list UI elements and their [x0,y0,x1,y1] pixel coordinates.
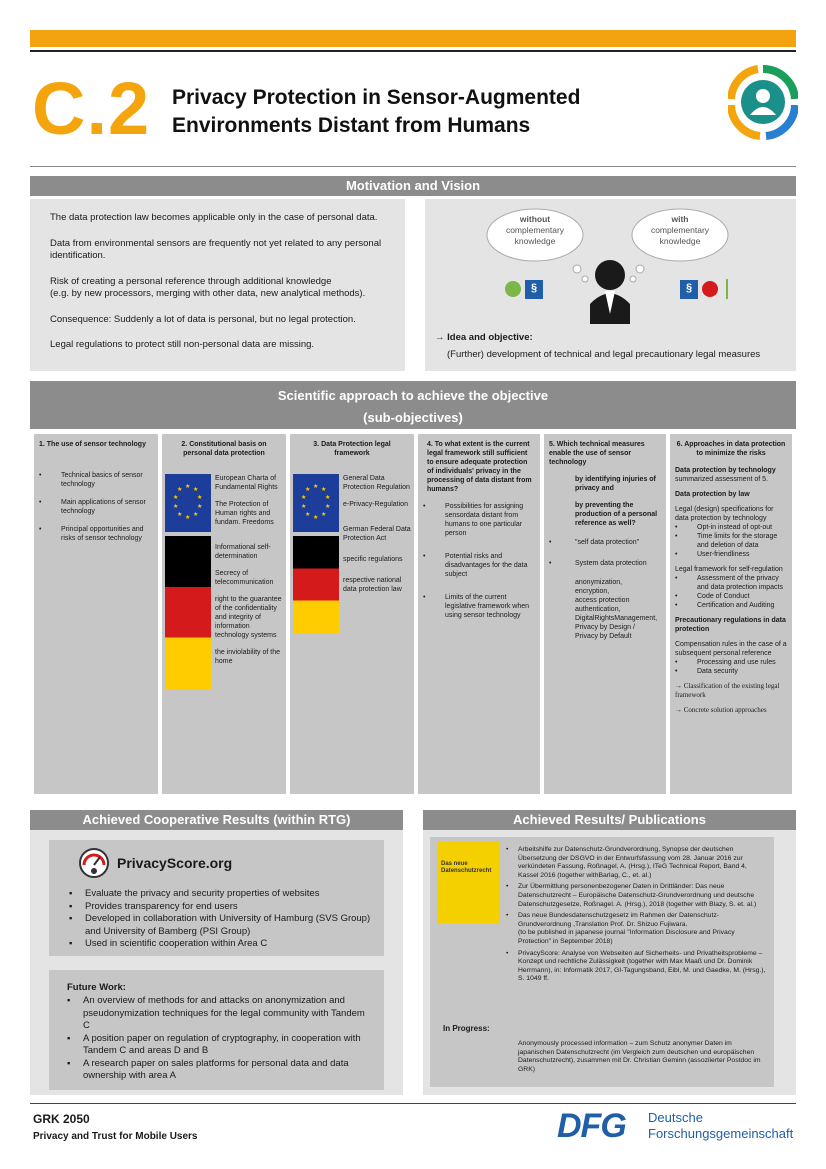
coop-heading: Achieved Cooperative Results (within RTG) [30,810,403,830]
thinking-person-illustration [425,199,796,324]
header-divider [30,166,796,167]
book-cover-title: Das neue Datenschutzrecht [441,861,492,874]
privacyscore-title: PrivacyScore.org [117,855,233,871]
subobjective-column-5 [544,434,666,794]
future-work-card [49,970,384,1090]
column-line: The Protection of Human rights and fundam. Freedoms [215,501,274,526]
bubble-with-line: complementary [650,225,710,235]
publications-card [430,837,774,1087]
future-work-item: ▪ A research paper on sales platforms for personal data and data ownership with area A [67,1058,374,1083]
dfg-logo: DFG [557,1107,626,1145]
column-line: respective national data protection law [343,577,402,593]
idea-text: (Further) development of technical and legal precautionary legal measures [447,349,761,360]
motivation-text-panel [30,199,405,371]
column-item: • Data security [675,667,787,676]
column-item: • User-friendliness [675,550,787,559]
german-flag-icon [165,536,211,690]
column-item: • Potential risks and disadvantages for the data subject [423,552,535,579]
motivation-paragraph: Consequence: Suddenly a lot of data is personal, but no legal protection. [50,313,356,325]
bubble-without-line: complementary [505,225,565,235]
column-line: the inviolability of the home [215,649,280,665]
column-title: 5. Which technical measures enable the use of sensor technology [549,441,645,466]
eu-flag-icon [293,474,339,532]
poster-title [172,84,652,140]
column-title: 4. To what extent is the current legal framework still sufficient to ensure adequate protection of individuals' privacy in the processing of data distant from humans? [427,441,532,493]
bubble-without [487,214,583,247]
column-line: specific regulations [343,556,403,563]
dfg-name-line: Forschungsgemeinschaft [648,1126,794,1141]
svg-text:★: ★ [197,504,203,510]
column-item: • Certification and Auditing [675,601,787,610]
bubble-with [632,214,728,247]
svg-text:★: ★ [177,512,183,518]
column-subheading: Data protection by law [675,491,750,498]
motivation-paragraph: Legal regulations to protect still non-personal data are missing. [50,339,315,350]
svg-text:★: ★ [325,495,331,501]
publication-item: • Zur Übermittlung personenbezogener Daten in Drittländer: Das neue Datenschutzrecht – Europäische Datenschutz-Grundverordnung und deutsche Datenschutzgesetze, Roßnagel. A. (Hrsg.), 2018 (together with Blazy, S. et. al.) [506,883,768,909]
column-5-tail [549,578,661,641]
svg-text:★: ★ [313,484,319,490]
coop-item: ▪ Developed in collaboration with University of Hamburg (SVS Group) and University of Bamberg (PSI Group) [69,913,379,938]
scientific-heading [30,381,796,429]
subobjective-column-2 [162,434,286,794]
in-progress-text: Anonymously processed information – zum Schutz anonymer Daten im japanischen Datenschutzrecht (im Vergleich zum deutschen und europäischen Datenschutzrecht), zusammen mit Dr. Christian Geminn (assoziierter Postdoc im GRK) [518,1040,761,1073]
column-line: → Classification of the existing legal framework [675,682,780,699]
motivation-heading: Motivation and Vision [30,176,796,196]
column-subheading: Precautionary regulations in data protection [675,617,786,633]
svg-text:★: ★ [173,495,179,501]
column-line: authentication, [575,606,621,613]
column-line: → Concrete solution approaches [675,706,767,714]
publication-item: • PrivacyScore: Analyse von Webseiten auf Sicherheits- und Privatheitsprobleme – Konzept und rechtliche Zulässigkeit (together with Max Maaß und Dr. Dominik Herrmann), in: Informatik 2017, GI-Tagungsband, Eibl, M. und Gaedke, M. (Hrsg.), S. 1049 ff. [506,950,768,984]
column-line: Legal (design) specifications for data protection by technology [675,506,774,522]
bubble-without-line: knowledge [514,236,556,246]
column-item: • Opt-in instead of opt-out [675,523,787,532]
column-item: • "self data protection" [549,538,661,547]
privacyscore-card [49,840,384,956]
column-line: European Charta of Fundamental Rights [215,475,278,491]
column-line: Privacy by Design / [575,624,635,631]
column-bold-line: by preventing the production of a personal reference as well? [575,502,658,527]
motivation-paragraph: Data from environmental sensors are frequently not yet related to any personal identification. [50,237,382,261]
svg-text:★: ★ [301,504,307,510]
idea-heading: → Idea and objective: [435,332,533,343]
svg-text:★: ★ [321,512,327,518]
publications-panel [423,830,796,1095]
future-work-item: ▪ A position paper on regulation of cryptography, in cooperation with Tandem C and areas D and B [67,1033,374,1058]
coop-panel [30,830,403,1095]
top-accent-bar [30,30,796,47]
svg-text:★: ★ [313,515,319,521]
column-line: summarized assessment of 5. [675,476,768,483]
svg-text:★: ★ [305,487,311,493]
column-title: 6. Approaches in data protection to minimize the risks [676,441,786,457]
german-flag-icon [293,536,339,634]
column-line: right to the guarantee of the confidentiality and integrity of information technology systems [215,596,282,639]
title-line-1: Privacy Protection in Sensor-Augmented [172,86,581,109]
future-work-heading: Future Work: [67,982,126,993]
column-line: Privacy by Default [575,633,632,640]
svg-text:★: ★ [325,504,331,510]
svg-text:★: ★ [177,487,183,493]
column-line: encryption, [575,588,610,595]
column-line: Informational self-determination [215,544,271,560]
column-line: DigitalRightsManagement, [575,615,658,622]
motivation-paragraph: Risk of creating a personal reference through additional knowledge (e.g. by new processors, merging with other data, new analytical methods). [50,275,366,299]
motivation-paragraph: The data protection law becomes applicable only in the case of personal data. [50,212,378,223]
column-line: Secrecy of telecommunication [215,570,274,586]
book-cover-image [438,841,500,923]
column-3-text [343,474,413,594]
footer-subtitle: Privacy and Trust for Mobile Users [33,1131,198,1142]
privacyscore-logo-icon [78,847,110,879]
subobjective-column-6 [670,434,792,794]
paragraph-symbol-icon: § [530,282,538,294]
svg-text:★: ★ [305,512,311,518]
bubble-with-line: knowledge [659,236,701,246]
title-line-2: Environments Distant from Humans [172,114,531,137]
column-2-text [215,474,285,666]
column-line: e-Privacy-Regulation [343,501,408,508]
coop-item: ▪ Evaluate the privacy and security properties of websites [69,888,379,901]
top-rule [30,50,796,52]
dfg-name [648,1110,793,1142]
svg-text:★: ★ [197,495,203,501]
column-item: • System data protection [549,559,661,568]
column-item: • Possibilities for assigning sensordata distant from humans to one particular person [423,502,535,538]
bubble-without-word: without [519,214,551,224]
column-item: • Time limits for the storage and deletion of data [675,532,787,550]
footer-grk: GRK 2050 [33,1112,90,1126]
column-title: 1. The use of sensor technology [39,441,146,448]
future-work-item: ▪ An overview of methods for and attacks on anonymization and pseudonymization techniques for the legal community with Tandem C [67,995,374,1033]
area-logo-icon [728,65,798,140]
column-item: • Main applications of sensor technology [39,498,153,516]
svg-text:★: ★ [193,512,199,518]
column-title: 3. Data Protection legal framework [313,441,391,457]
column-item: • Principal opportunities and risks of sensor technology [39,525,153,543]
svg-text:★: ★ [193,487,199,493]
eu-flag-icon [165,474,211,532]
subobjective-column-3 [290,434,414,794]
column-item: • Technical basics of sensor technology [39,471,153,489]
footer-rule [30,1103,796,1104]
svg-text:★: ★ [321,487,327,493]
motivation-illustration-panel [425,199,796,371]
scientific-subheading-text: (sub-objectives) [363,410,463,425]
column-line: access protection [575,597,630,604]
paragraph-symbol-icon: § [685,282,693,294]
subobjective-column-1 [34,434,158,794]
column-line: General Data Protection Regulation [343,475,410,491]
dfg-name-line: Deutsche [648,1110,703,1125]
coop-item: ▪ Provides transparency for end users [69,901,379,914]
publication-item: • Das neue Bundesdatenschutzgesetz im Rahmen der Datenschutz-Grundverordnung ,Translation Prof. Dr. Shizuo Fujiwara. (to be published in japanese journal "Information Disclosure and Privacy Protection" in September 2018) [506,912,768,946]
column-item: • Limits of the current legislative framework when using sensor technology [423,593,535,620]
in-progress-heading: In Progress: [443,1024,490,1033]
coop-item: ▪ Used in scientific cooperation within Area C [69,938,379,951]
bubble-with-word: with [671,214,689,224]
column-item: • Code of Conduct [675,592,787,601]
column-line: anonymization, [575,579,623,586]
svg-text:★: ★ [173,504,179,510]
column-item: • Assessment of the privacy and data protection impacts [675,574,787,592]
project-code: C.2 [32,67,151,150]
publications-heading: Achieved Results/ Publications [423,810,796,830]
scientific-heading-text: Scientific approach to achieve the objective [277,388,549,403]
column-item: • Processing and use rules [675,658,787,667]
column-line: Compensation rules in the case of a subsequent personal reference [675,641,787,657]
svg-text:★: ★ [301,495,307,501]
column-bold-line: by identifying injuries of privacy and [575,476,656,492]
svg-text:★: ★ [185,515,191,521]
subobjective-column-4 [418,434,540,794]
column-line: German Federal Data Protection Act [343,526,411,542]
publication-item: • Arbeitshilfe zur Datenschutz-Grundverordnung, Synopse der deutschen Übersetzung der DSGVO in der Entwurfsfassung vom 28. Januar 2016 zur verkündeten Fassung, Roßnagel, A. (Hrsg.), ITeG Technical Report, Band 4, Kassel 2016 (together withBarlag, C., et. al.) [506,846,768,880]
column-title: 2. Constitutional basis on personal data protection [181,441,267,457]
svg-text:★: ★ [185,484,191,490]
column-line: Legal framework for self-regulation [675,566,783,573]
column-subheading: Data protection by technology [675,467,776,474]
